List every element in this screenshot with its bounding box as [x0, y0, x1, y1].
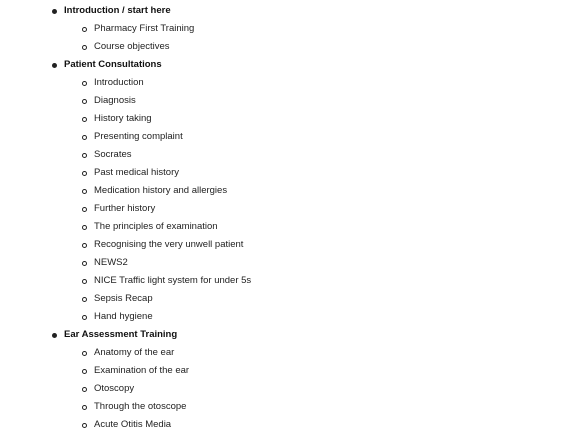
hollow-circle-bullet-icon	[82, 279, 87, 284]
hollow-circle-bullet-icon	[82, 189, 87, 194]
outline-section[interactable]	[0, 56, 583, 74]
hollow-circle-bullet-icon	[82, 81, 87, 86]
item-label: Medication history and allergies	[94, 185, 228, 196]
course-outline	[0, 2, 583, 434]
hollow-circle-bullet-icon	[82, 243, 87, 248]
hollow-circle-bullet-icon	[82, 153, 87, 158]
hollow-circle-bullet-icon	[82, 369, 87, 374]
item-label: Otoscopy	[94, 383, 135, 394]
outline-item[interactable]	[0, 200, 583, 218]
hollow-circle-bullet-icon	[82, 117, 87, 122]
outline-item[interactable]	[0, 74, 583, 92]
hollow-circle-bullet-icon	[82, 207, 87, 212]
item-label: Recognising the very unwell patient	[94, 239, 244, 250]
outline-item[interactable]	[0, 254, 583, 272]
outline-item[interactable]	[0, 92, 583, 110]
hollow-circle-bullet-icon	[82, 171, 87, 176]
outline-item[interactable]	[0, 182, 583, 200]
outline-item[interactable]	[0, 146, 583, 164]
outline-item[interactable]	[0, 164, 583, 182]
outline-item[interactable]	[0, 308, 583, 326]
outline-section[interactable]	[0, 326, 583, 344]
outline-item[interactable]	[0, 290, 583, 308]
item-label: The principles of examination	[94, 221, 218, 232]
item-label: Introduction	[94, 77, 144, 88]
outline-item[interactable]	[0, 218, 583, 236]
item-label: Presenting complaint	[94, 131, 183, 142]
outline-item[interactable]	[0, 110, 583, 128]
hollow-circle-bullet-icon	[82, 423, 87, 428]
outline-section[interactable]	[0, 2, 583, 20]
item-label: Examination of the ear	[94, 365, 190, 376]
hollow-circle-bullet-icon	[82, 315, 87, 320]
section-title: Introduction / start here	[64, 5, 171, 16]
hollow-circle-bullet-icon	[82, 387, 87, 392]
hollow-circle-bullet-icon	[82, 351, 87, 356]
hollow-circle-bullet-icon	[82, 225, 87, 230]
hollow-circle-bullet-icon	[82, 27, 87, 32]
section-title: Patient Consultations	[64, 59, 162, 70]
item-label: Past medical history	[94, 167, 180, 178]
outline-item[interactable]	[0, 38, 583, 56]
item-label: Sepsis Recap	[94, 293, 153, 304]
outline-item[interactable]	[0, 416, 583, 434]
item-label: Further history	[94, 203, 156, 214]
outline-item[interactable]	[0, 272, 583, 290]
item-label: Diagnosis	[94, 95, 136, 106]
item-label: NEWS2	[94, 257, 128, 268]
outline-item[interactable]	[0, 20, 583, 38]
filled-disc-bullet-icon	[52, 9, 57, 14]
hollow-circle-bullet-icon	[82, 261, 87, 266]
item-label: History taking	[94, 113, 152, 124]
filled-disc-bullet-icon	[52, 63, 57, 68]
item-label: Socrates	[94, 149, 132, 160]
outline-item[interactable]	[0, 380, 583, 398]
outline-item[interactable]	[0, 344, 583, 362]
item-label: Course objectives	[94, 41, 170, 52]
hollow-circle-bullet-icon	[82, 135, 87, 140]
item-label: NICE Traffic light system for under 5s	[94, 275, 252, 286]
filled-disc-bullet-icon	[52, 333, 57, 338]
hollow-circle-bullet-icon	[82, 405, 87, 410]
hollow-circle-bullet-icon	[82, 99, 87, 104]
item-label: Pharmacy First Training	[94, 23, 195, 34]
outline-item[interactable]	[0, 398, 583, 416]
item-label: Anatomy of the ear	[94, 347, 175, 358]
item-label: Through the otoscope	[94, 401, 187, 412]
outline-item[interactable]	[0, 362, 583, 380]
item-label: Hand hygiene	[94, 311, 153, 322]
outline-item[interactable]	[0, 128, 583, 146]
outline-item[interactable]	[0, 236, 583, 254]
section-title: Ear Assessment Training	[64, 329, 178, 340]
item-label: Acute Otitis Media	[94, 419, 172, 430]
hollow-circle-bullet-icon	[82, 297, 87, 302]
hollow-circle-bullet-icon	[82, 45, 87, 50]
